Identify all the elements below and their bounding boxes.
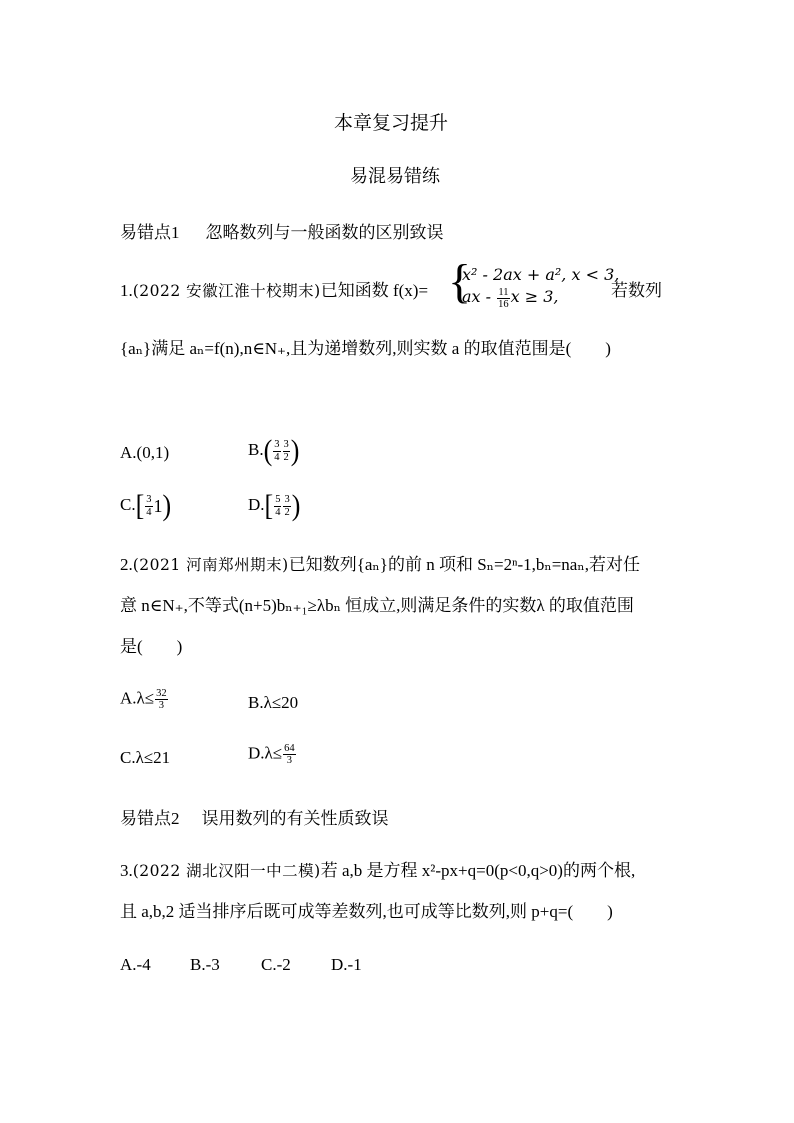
q2-option-b: B.λ≤20 bbox=[248, 693, 299, 712]
q2-option-c: C.λ≤21 bbox=[120, 748, 171, 767]
q2-line1: 2.(2021 河南郑州期末)已知数列{aₙ}的前 n 项和 Sₙ=2ⁿ-1,bₙ=naₙ,若对任 bbox=[120, 555, 640, 574]
q1-stem-a: 已知函数 f(x)= bbox=[320, 281, 429, 300]
q3-option-a: A.-4 bbox=[120, 955, 151, 974]
piecewise-brace: { bbox=[448, 255, 472, 308]
section-1-label: 易错点1 bbox=[120, 223, 180, 242]
q2-option-a: A.λ≤ $\frac{32}{3}$ bbox=[120, 688, 167, 712]
q2-source: (2021 河南郑州期末) bbox=[132, 556, 289, 574]
section-2-label: 易错点2 bbox=[120, 809, 180, 828]
q2-line2: 意 n∈N₊,不等式(n+5)bₙ₊₁≥λbₙ 恒成立,则满足条件的实数λ 的取值范围 bbox=[120, 596, 634, 615]
q3-option-b: B.-3 bbox=[190, 955, 220, 974]
q1-option-a: A.(0,1) bbox=[120, 443, 170, 462]
q1-line1-left bbox=[120, 282, 428, 300]
q1-piece-2-frac: $\frac{11}{16}$ bbox=[498, 287, 509, 311]
q1-source: (2022 安徽江淮十校期末) bbox=[132, 282, 321, 300]
q2-line3: 是( ) bbox=[120, 637, 183, 656]
q3-option-d: D.-1 bbox=[331, 955, 362, 974]
q1-piece-2-b: x ≥ 3, bbox=[510, 287, 559, 307]
q3-line2: 且 a,b,2 适当排序后既可成等差数列,也可成等比数列,则 p+q=( ) bbox=[120, 902, 613, 921]
q1-piece-1: x² - 2ax + a², x < 3, bbox=[462, 265, 620, 284]
section-1-heading bbox=[120, 218, 444, 243]
section-1-text: 忽略数列与一般函数的区别致误 bbox=[205, 223, 444, 242]
q1-line2: {aₙ}满足 aₙ=f(n),n∈N₊,且为递增数列,则实数 a 的取值范围是( ) bbox=[120, 339, 611, 358]
q3-option-c: C.-2 bbox=[261, 955, 291, 974]
q1-option-b: B.( $\frac{3}{4}$ $\frac{3}{2}$ ) bbox=[248, 433, 300, 468]
q1-option-d: D.[ $\frac{5}{4}$ $\frac{3}{2}$ ) bbox=[248, 488, 301, 523]
q3-line1: 3.(2022 湖北汉阳一中二模)若 a,b 是方程 x²-px+q=0(p<0,q>0)的两个根, bbox=[120, 861, 636, 880]
q3-source: (2022 湖北汉阳一中二模) bbox=[132, 862, 321, 880]
section-2-text: 误用数列的有关性质致误 bbox=[201, 809, 389, 828]
q1-piece-2 bbox=[462, 287, 559, 310]
page-title: 本章复习提升 bbox=[334, 113, 449, 134]
q1-number: 1. bbox=[120, 281, 133, 300]
q2-number: 2. bbox=[120, 555, 133, 574]
q2-option-d: D.λ≤ $\frac{64}{3}$ bbox=[248, 743, 295, 767]
q1-stem-b: 若数列 bbox=[611, 281, 662, 300]
q3-number: 3. bbox=[120, 861, 133, 880]
section-2-heading bbox=[120, 804, 389, 829]
q1-option-c: C.[ $\frac{3}{4}$ 1) bbox=[120, 488, 172, 523]
page-subtitle: 易混易错练 bbox=[350, 166, 440, 186]
q1-piece-2-a: ax - bbox=[462, 287, 497, 307]
